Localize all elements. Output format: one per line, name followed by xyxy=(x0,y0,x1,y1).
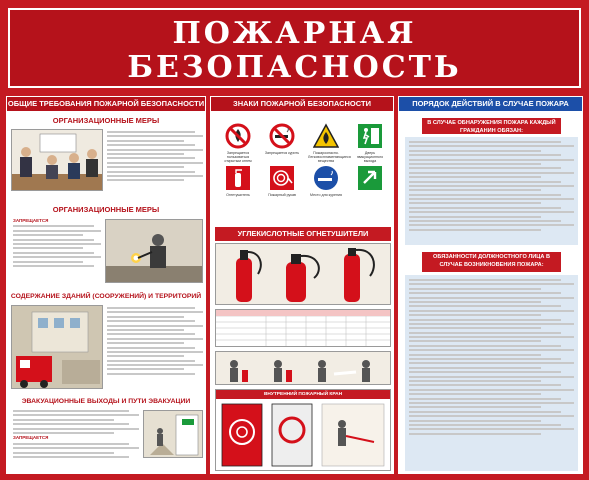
official-duties-banner: ОБЯЗАННОСТИ ДОЛЖНОСТНОГО ЛИЦА В СЛУЧАЕ ВОЗНИКНОВЕНИЯ ПОЖАРА: xyxy=(421,251,562,273)
no-open-fire-icon xyxy=(225,123,251,149)
title-line-2: БЕЗОПАСНОСТЬ xyxy=(127,50,462,85)
forbidden-label: ЗАПРЕЩАЕТСЯ xyxy=(13,219,49,223)
evacuation-illustration xyxy=(143,410,203,458)
title-line-1: ПОЖАРНАЯ xyxy=(172,16,417,51)
sign-label: Пожароопасно. Легковоспламеняющиеся вещества xyxy=(308,151,351,163)
section-text xyxy=(13,410,139,472)
exit-direction-icon xyxy=(357,165,383,191)
extinguisher-heading: УГЛЕКИСЛОТНЫЕ ОГНЕТУШИТЕЛИ xyxy=(215,227,391,241)
fire-extinguisher-icon xyxy=(225,165,251,191)
section-text xyxy=(107,131,203,193)
smoking-area-icon xyxy=(313,165,339,191)
forbidden-label: ЗАПРЕЩАЕТСЯ xyxy=(13,435,49,441)
title-banner xyxy=(8,8,581,88)
section-text xyxy=(13,219,101,283)
flammable-warning-icon xyxy=(313,123,339,149)
section-title: СОДЕРЖАНИЕ ЗДАНИЙ (СООРУЖЕНИЙ) И ТЕРРИТОРИЙ xyxy=(10,293,202,300)
extinguisher-table xyxy=(215,309,391,347)
fire-hydrant-panel xyxy=(215,389,391,471)
section-text xyxy=(107,307,203,389)
sign-label: Место для курения xyxy=(310,193,342,197)
meeting-illustration xyxy=(11,129,103,191)
sign-label: Запрещается пользоваться открытым огнем xyxy=(224,151,252,163)
column-fire-actions xyxy=(398,96,583,474)
official-duties-text xyxy=(405,275,578,471)
extinguisher-illustration xyxy=(215,243,391,305)
sign-label: Пожарный рукав xyxy=(268,193,296,197)
column-heading: ЗНАКИ ПОЖАРНОЙ БЕЗОПАСНОСТИ xyxy=(211,97,393,111)
sign-label: Огнетушитель xyxy=(226,193,250,197)
building-illustration xyxy=(11,305,103,389)
emergency-exit-icon xyxy=(357,123,383,149)
section-title: ЭВАКУАЦИОННЫЕ ВЫХОДЫ И ПУТИ ЭВАКУАЦИИ xyxy=(21,398,191,405)
no-smoking-icon xyxy=(269,123,295,149)
hydrant-heading: ВНУТРЕННИЙ ПОЖАРНЫЙ КРАН xyxy=(216,390,390,399)
column-heading: ПОРЯДОК ДЕЙСТВИЙ В СЛУЧАЕ ПОЖАРА xyxy=(399,97,582,111)
citizen-duties-text xyxy=(405,137,578,245)
section-title: ОРГАНИЗАЦИОННЫЕ МЕРЫ xyxy=(52,205,160,214)
column-heading: ОБЩИЕ ТРЕБОВАНИЯ ПОЖАРНОЙ БЕЗОПАСНОСТИ xyxy=(7,97,205,111)
extinguisher-usage-illustration xyxy=(215,351,391,385)
section-title: ОРГАНИЗАЦИОННЫЕ МЕРЫ xyxy=(52,116,160,125)
citizen-duties-banner: В СЛУЧАЕ ОБНАРУЖЕНИЯ ПОЖАРА КАЖДЫЙ ГРАЖДАНИН ОБЯЗАН: xyxy=(421,117,562,135)
column-safety-signs xyxy=(210,96,394,474)
welding-illustration xyxy=(105,219,203,283)
sign-label: Дверь эвакуационного выхода xyxy=(356,151,384,163)
column-general-requirements xyxy=(6,96,206,474)
fire-hose-icon xyxy=(269,165,295,191)
sign-label: Запрещается курить xyxy=(264,151,300,155)
